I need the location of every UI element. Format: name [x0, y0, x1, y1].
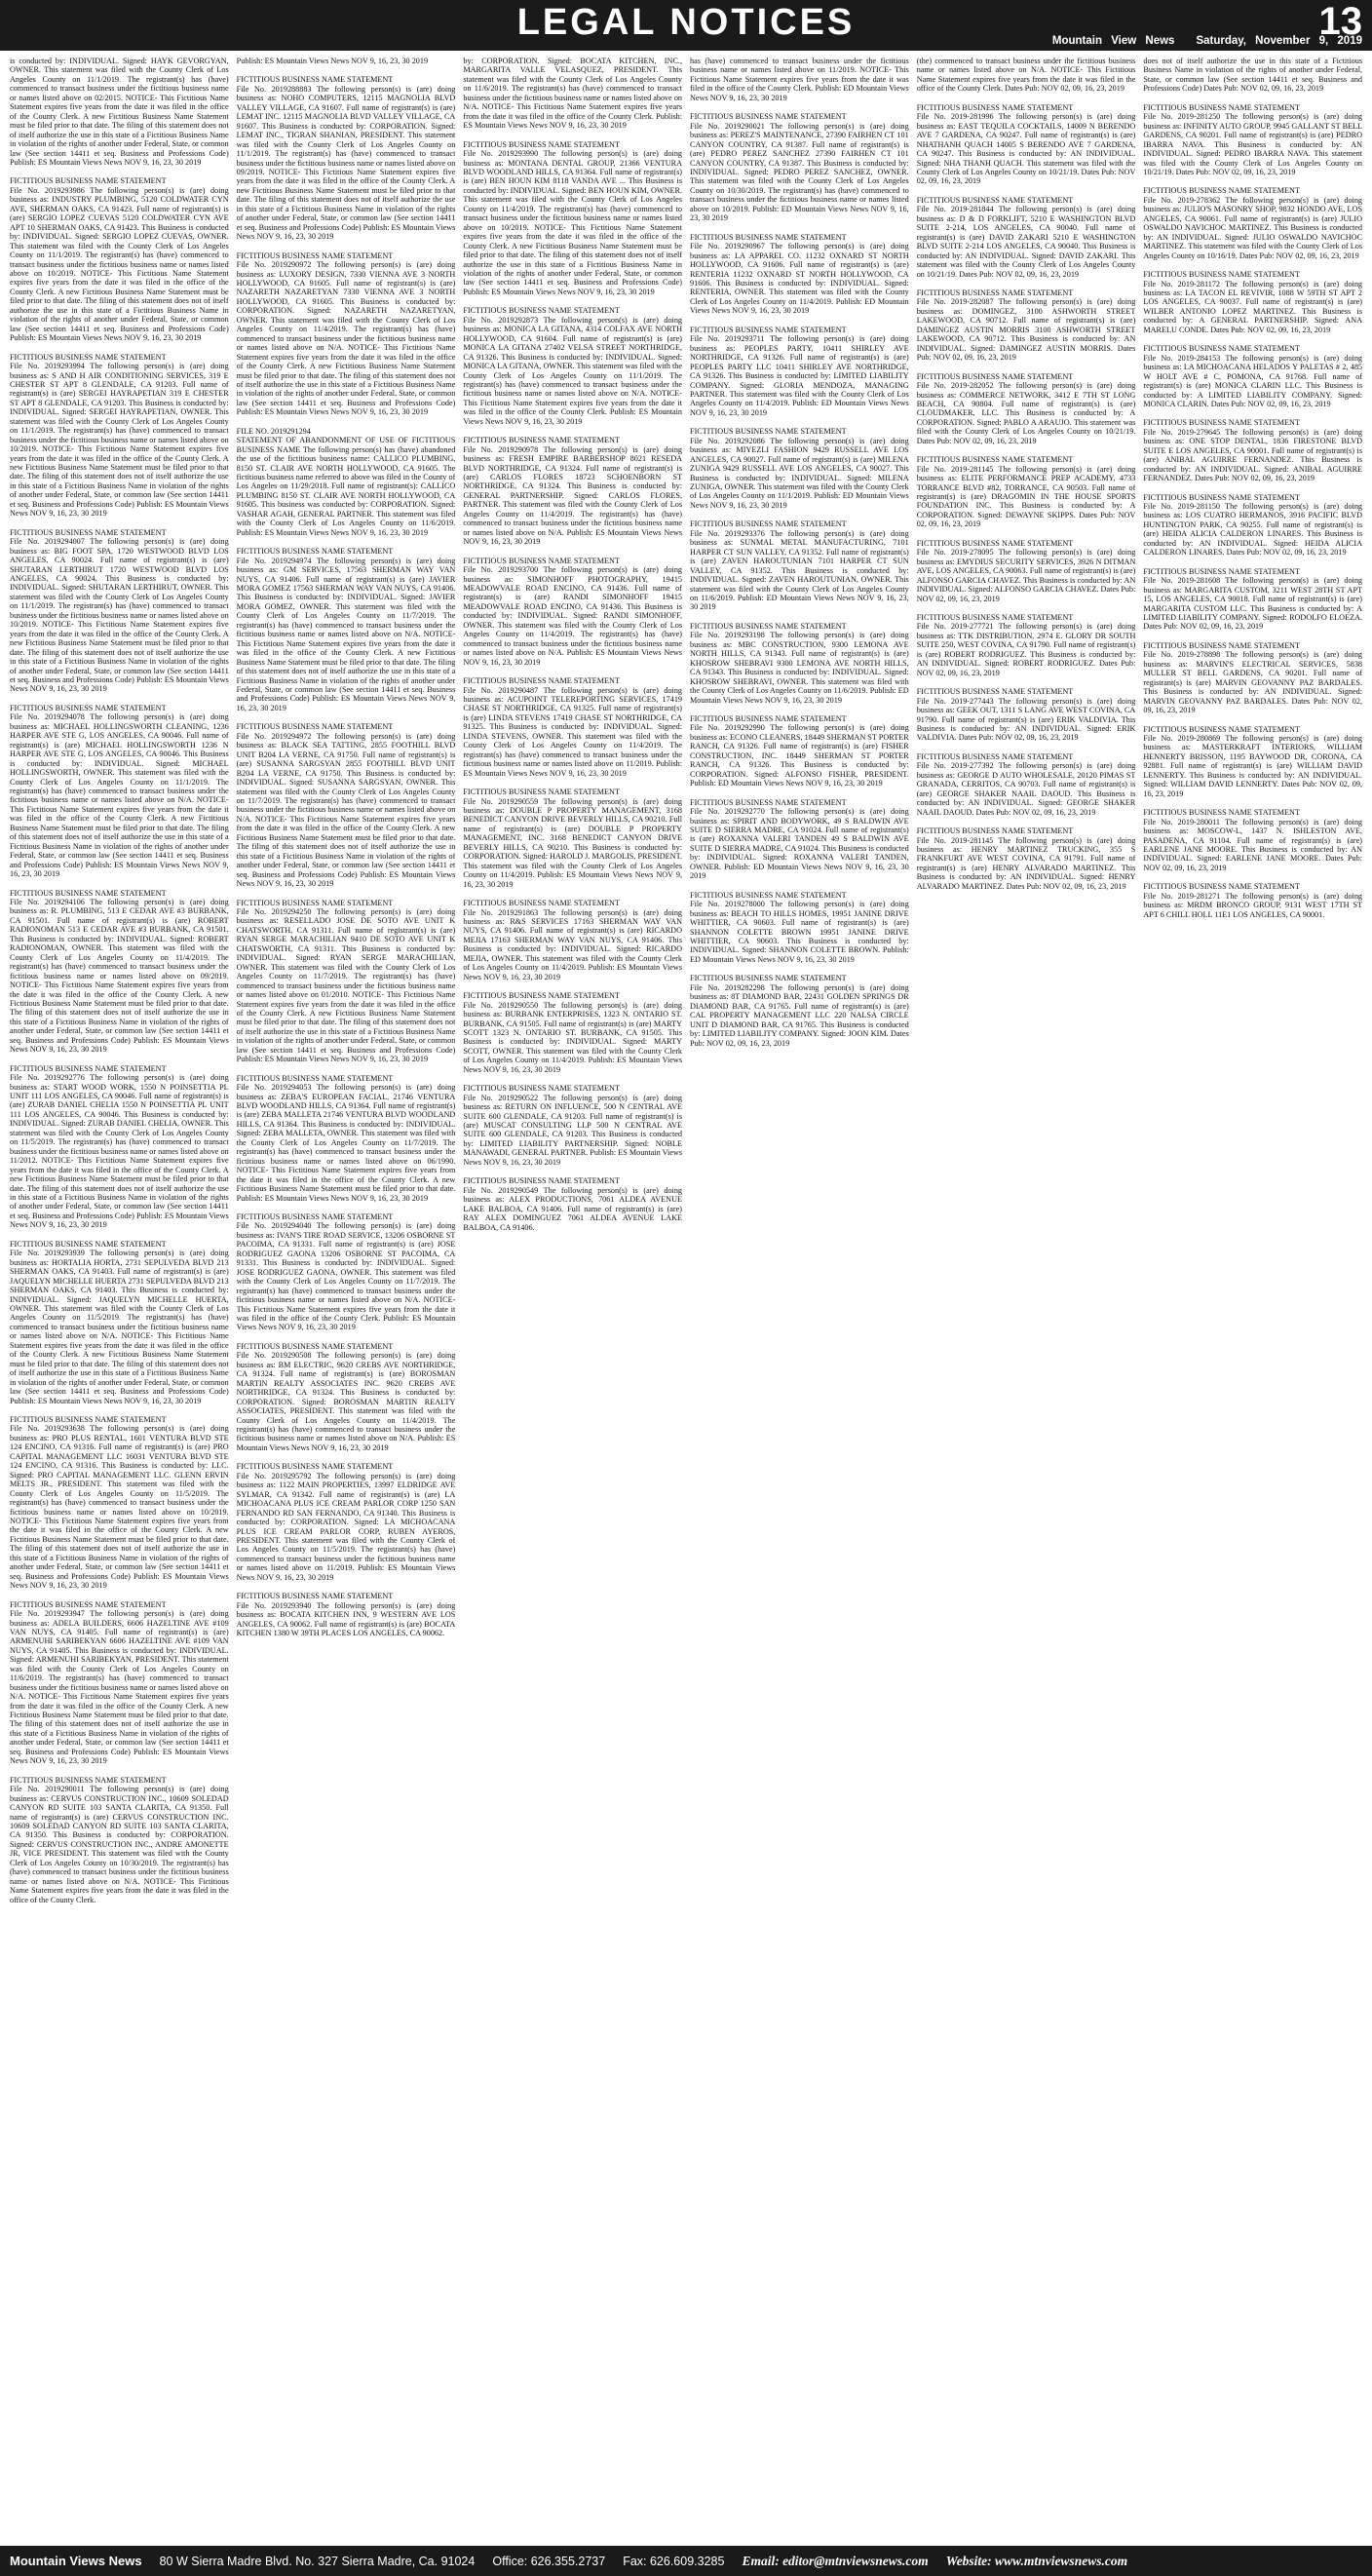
notice-body: File No. 2019295792 The following person(s) is (are) doing business as: 1122 MAIN PROPERTIES, 13997 ELDRIDGE AVE SYLMAR, CA 91342. Full name of registrant(s) is (are) LA MICHOACANA PLUS ICE CREAM PARLOR CORP 1250 SAN FERNANDO RD SAN FERNANDO, CA 91340. This Business is conducted by: CORPORATION. Signed: LA MICHOACANA PLUS ICE CREAM PARLOR CORP, RUBEN AYEROS, PRESIDENT. This statement was filed with the County Clerk of Los Angeles County on 11/5/2019. The registrant(s) has (have) commenced to transact business under the fictitious business name or names listed above on 11/2019. Publish: ES Mountain Views News NOV 9, 16, 23, 30 2019: [236, 1471, 456, 1582]
legal-notice: [237, 899, 456, 1064]
notice-heading: FICTITIOUS BUSINESS NAME STATEMENT: [10, 1599, 167, 1609]
notice-heading: FICTITIOUS BUSINESS NAME STATEMENT: [10, 1414, 167, 1424]
notice-heading: FICTITIOUS BUSINESS NAME STATEMENT: [916, 102, 1074, 112]
notice-heading: FICTITIOUS BUSINESS NAME STATEMENT: [236, 1592, 394, 1601]
notice-body: has (have) commenced to transact business under the fictitious business name or names listed above on 11/2019. NOTICE- This Fictitious Name Statement expires five years from the date it was filed in the office of the County Clerk. Publish: ED Mountain Views News NOV 9, 16, 23, 30 2019: [690, 57, 909, 102]
legal-notice: [463, 140, 682, 297]
legal-notice: [1143, 641, 1362, 715]
legal-notice: [1143, 270, 1362, 334]
notice-body: File No. 2019294040 The following person(s) is (are) doing business as: IVAN'S TIRE ROAD SERVICE, 13206 OSBORNE ST PACOIMA, CA 91331. Full name of registrant(s) is (are) JOSE RODRIGUEZ GAONA 13206 OSBORNE ST PACOIMA, CA 91331. This Business is conducted by: INDIVIDUAL. Signed: JOSE RODRIGUEZ GAONA, OWNER. This statement was filed with the County Clerk of Los Angeles County on 11/7/2019. The registrant(s) has (have) commenced to transact business under the fictitious business name or names listed above on N/A. NOTICE- This Fictitious Name Statement expires five years from the date it was filed in the office of the County Clerk. Publish: ES Mountain Views News NOV 9, 16, 23, 30 2019: [236, 1221, 456, 1332]
legal-notice: [237, 427, 456, 537]
notice-body: Publish: ES Mountain Views News NOV 9, 16, 23, 30 2019: [236, 57, 429, 65]
notice-heading: FICTITIOUS BUSINESS NAME STATEMENT: [1143, 186, 1300, 196]
legal-notice: [463, 306, 682, 426]
legal-notice: [463, 436, 682, 546]
notice-heading: FICTITIOUS BUSINESS NAME STATEMENT: [463, 556, 620, 565]
notice-body: File No. 2019293986 The following person(s) is (are) doing business as: INDUSTRY PLUMBING, 5120 COLDWATER CYN AVE, SHERMAN OAKS, CA 91423. Full name of registrant(s) is (are) SERGIO LOPEZ CUEVAS 5120 COLDWATER CYN AVE APT 10 SHERMAN OAKS, CA 91423. This Business is conducted by: INDIVIDUAL. Signed: SERGIO LOPEZ CUEVAS, OWNER. This statement was filed with the County Clerk of Los Angeles County on 11/1/2019. The registrant(s) has (have) commenced to transact business under the fictitious business name or names listed above on 10/2019. NOTICE- This Fictitious Name Statement expires five years from the date it was filed in the office of the County Clerk. A new Fictitious Business Name Statement must be filed prior to that date. The filing of this statement does not of itself authorize the use in this state of a Fictitious Business Name in violation of the rights of another under Federal, State, or common law (See section 14411 et seq. Business and Professions Code) Publish: ES Mountain Views News NOV 9, 16, 23, 30 2019: [10, 185, 229, 343]
legal-notice: [690, 57, 909, 102]
notice-body: File No. 2019-281172 The following person(s) is (are) doing business as: LA TACON EL REVIVIR, 1088 W 59TH ST APT 2 LOS ANGELES, CA 90037. Full name of registrant(s) is (are) WILBER ANTONIO LOPEZ MARTINEZ. This Business is conducted by: A GENERAL PARTNERSHIP. Signed: ANA MARELU CONDE. Dates Pub: NOV 02, 09, 16, 23, 2019: [1143, 279, 1362, 334]
notice-body: File No. 2019290559 The following person(s) is (are) doing business as: DOUBLE P PROPERTY MANAGEMENT, 3168 BENEDICT CANYON DRIVE BEVERLY HILLS, CA 90210. Full name of registrant(s) is (are) DOUBLE P PROPERTY MANAGEMENT, INC. 3168 BENEDICT CANYON DRIVE BEVERLY HILLS, CA 90210. This Business is conducted by: CORPORATION. Signed: HAROLD J. MARGOLIS, PRESIDENT. This statement was filed with the County Clerk of Los Angeles County on 11/4/2019. Publish: ES Mountain Views News NOV 9, 16, 23, 30 2019: [463, 796, 683, 889]
legal-notice: [690, 519, 909, 612]
notice-body: File No. 2019278000 The following person(s) is (are) doing business as: BEACH TO HILLS HOMES, 19951 JANINE DRIVE WHITTIER, CA 90603. Full name of registrant(s) is (are) SHANNON COLETTE BROWN 19951 JANINE DRIVE WHITTIER, CA 90603. This Business is conducted by: INDIVIDUAL. Signed: SHANNON COLETTE BROWN. Publish: ED Mountain Views News NOV 9, 16, 23, 30 2019: [690, 900, 909, 964]
notice-body: File No. 2019290550 The following person(s) is (are) doing business as: BURBANK ENTERPRISES, 1323 N. ONTARIO ST. BURBANK, CA 91505. Full name of registrant(s) is (are) MARTY SCOTT 1323 N. ONTARIO ST. BURBANK, CA 91505. This Business is conducted by: INDIVIDUAL. Signed: MARTY SCOTT, OWNER. This statement was filed with the County Clerk of Los Angeles County on 11/4/2019. Publish: ES Mountain Views News NOV 9, 16, 23, 30 2019: [463, 1000, 683, 1074]
legal-notice: [10, 889, 229, 1055]
masthead-date: Saturday, November 9, 2019: [1196, 35, 1362, 47]
legal-notice: [10, 1600, 229, 1766]
legal-notice: [237, 1212, 456, 1332]
notice-column-3: [463, 57, 682, 2540]
notice-heading: FICTITIOUS BUSINESS NAME STATEMENT: [690, 797, 847, 807]
notice-body: File No. 2019-282087 The following person(s) is (are) doing business as: DOMINGEZ, 3100 ASHWORTH STREET LAKEWOOD, CA 90712. Full name of registrant(s) is (are) DAMINGEZ AUSTIN MORRIS 3100 ASHWORTH STREET LAKEWOOD, CA 90712. This Business is conducted by: AN INDIVIDUAL. Signed: DAMINGEZ AUSTIN MORRIS. Dates Pub: NOV 02, 09, 16, 23, 2019: [916, 297, 1136, 363]
notice-body: File No. 2019294974 The following person(s) is (are) doing business as: GM SERVICES, 17563 SHERMAN WAY VAN NUYS, CA 91406. Full name of registrant(s) is (are) JAVIER MORA GOMEZ 17563 SHERMAN WAY VAN NUYS, CA 91406. This Business is conducted by: INDIVIDUAL. Signed: JAVIER MORA GOMEZ, OWNER. This statement was filed with the County Clerk of Los Angeles County on 11/7/2019. The registrant(s) has (have) commenced to transact business under the fictitious business name or names listed above on N/A. NOTICE- This Fictitious Name Statement expires five years from the date it was filed in the office of the County Clerk. A new Fictitious Business Name Statement must be filed prior to that date. The filing of this statement does not of itself authorize the use in this state of a Fictitious Business Name in violation of the rights of another under Federal, State, or common law (See section 14411 et seq. Business and Professions Code) Publish: ES Mountain Views News NOV 9, 16, 23, 30 2019: [236, 556, 456, 712]
notice-heading: FICTITIOUS BUSINESS NAME STATEMENT: [463, 1176, 620, 1186]
notice-body: File No. 2019290549 The following person(s) is (are) doing business as: ALEX PRODUCTIONS, 7061 ALDEA AVENUE LAKE BALBOA, CA 91406. Full name of registrant(s) is (are) RAY ALEX DOMINGUEZ 7061 ALDEA AVENUE LAKE BALBOA, CA 91406.: [463, 1185, 683, 1232]
notice-heading: FICTITIOUS BUSINESS NAME STATEMENT: [690, 714, 847, 723]
notice-heading: FICTITIOUS BUSINESS NAME STATEMENT: [690, 112, 847, 122]
legal-notice: [1143, 808, 1362, 872]
notice-heading: FICTITIOUS BUSINESS NAME STATEMENT: [690, 890, 847, 900]
notice-heading: FICTITIOUS BUSINESS NAME STATEMENT: [916, 371, 1074, 381]
notice-heading: FICTITIOUS BUSINESS NAME STATEMENT: [236, 1073, 394, 1083]
legal-notice: [1143, 57, 1362, 94]
notice-body: File No. 2019-281271 The following person(s) is (are) doing business as: MRDM BRONCO GROUP, 9131 WEST 17TH ST APT 6 CHILL HOLL 11E1 LOS ANGELES, CA 90001.: [1143, 891, 1362, 919]
legal-notice: [1143, 103, 1362, 177]
notice-columns: [10, 57, 1362, 2540]
legal-notice: [690, 974, 909, 1048]
notice-body: does not of itself authorize the use in this state of a Fictitious Business Name in violation of the rights of another under Federal, State, or common law (See section 14411 et seq. Business and Professions Code) Dates Pub: NOV 02, 09, 16, 23, 2019: [1143, 57, 1362, 94]
notice-body: File No. 2019-281844 The following person(s) is (are) doing business as: D & D FORKLIFT, 5210 E WASHINGTON BLVD SUITE 2-214, LOS ANGELES, CA 90040. Full name of registrant(s) is (are) DAVID ZAKARI 5210 E WASHINGTON BLVD SUITE 2-214 LOS ANGELES, CA 90040. This Business is conducted by: AN INDIVIDUAL. Signed: DAVID ZAKARI. This statement was filed with the County Clerk of Los Angeles County on 10/21/19. Dates Pub: NOV 02, 09, 16, 23, 2019: [916, 205, 1136, 279]
notice-body: File No. 2019294972 The following person(s) is (are) doing business as: BLACK SEA TATTING, 2855 FOOTHILL BLVD UNIT B204 LA VERNE, CA 91750. Full name of registrant(s) is (are) SUSANNA SARGSYAN 2855 FOOTHILL BLVD UNIT B204 LA VERNE, CA 91750. This Business is conducted by: INDIVIDUAL. Signed: SUSANNA SARGSYAN, OWNER. This statement was filed with the County Clerk of Los Angeles County on 11/7/2019. The registrant(s) has (have) commenced to transact business under the fictitious business name or names listed above on N/A. NOTICE- This Fictitious Name Statement expires five years from the date it was filed in the office of the County Clerk. A new Fictitious Business Name Statement must be filed prior to that date. The filing of this statement does not of itself authorize the use in this state of a Fictitious Business Name in violation of the rights of another under Federal, State, or common law (See section 14411 et seq. Business and Professions Code) Publish: ES Mountain Views News NOV 9, 16, 23, 30 2019: [236, 731, 456, 889]
notice-body: File No. 2019-281996 The following person(s) is (are) doing business as: EAST TEQUILA COCKTAILS, 14009 N BERENDO AVE 7 GARDENA, CA 90247. Full name of registrant(s) is (are) NHATHANH QUACH 14005 S BERENDO AVE 7 GARDENA, CA 90247. This Business is conducted by: AN INDIVIDUAL. Signed: NHA THANH QUACH. This statement was filed with the County Clerk of Los Angeles County on 10/21/19. Dates Pub: NOV 02, 09, 16, 23, 2019: [916, 112, 1136, 186]
notice-body: File No. 2019282298 The following person(s) is (are) doing business as: 8T DIAMOND BAR, 22431 GOLDEN SPRINGS DR DIAMOND BAR, CA 91765. Full name of registrant(s) is (are) CAL PROPERTY MANAGEMENT LLC 220 NALSA CIRCLE UNIT D DIAMOND BAR, CA 91765. This Business is conducted by: LIMITED LIABILITY COMPANY. Signed: JOON KIM. Dates Pub: NOV 02, 09, 16, 23, 2019: [690, 982, 909, 1048]
legal-notice: [917, 827, 1136, 891]
notice-heading: FICTITIOUS BUSINESS NAME STATEMENT: [916, 827, 1074, 836]
notice-heading: FICTITIOUS BUSINESS NAME STATEMENT: [10, 176, 167, 186]
legal-notice: [917, 455, 1136, 529]
legal-notice: [917, 613, 1136, 677]
notice-body: File No. 2019290972 The following person(s) is (are) doing business as: LUXORY DESIGN, 7330 VIENNA AVE 3 NORTH HOLLYWOOD, CA 91605. Full name of registrant(s) is (are) NAZARETH NAZARETYAN 7330 VIENNA AVE 3 NORTH HOLLYWOOD, CA 91605. This Business is conducted by: CORPORATION. Signed: NAZARETH NAZARETYAN, OWNER. This statement was filed with the County Clerk of Los Angeles County on 11/4/2019. The registrant(s) has (have) commenced to transact business under the fictitious business name or names listed above on N/A. NOTICE- This Fictitious Name Statement expires five years from the date it was filed in the office of the County Clerk. A new Fictitious Business Name Statement must be filed prior to that date. The filing of this statement does not of itself authorize the use in this state of a Fictitious Business Name in violation of the rights of another under Federal, State, or common law (See section 14411 et seq. Business and Professions Code) Publish: ES Mountain Views News NOV 9, 16, 23, 30 2019: [236, 260, 456, 417]
legal-notice: [1143, 344, 1362, 408]
legal-notice: [10, 528, 229, 694]
legal-notice: [463, 991, 682, 1074]
legal-notice: [10, 704, 229, 879]
notice-body: File No. 2019292873 The following person(s) is (are) doing business as: MONICA LA GITANA, 4314 COLFAX AVE NORTH HOLLYWOOD, CA 91604. Full name of registrant(s) is (are) MONICA LA GITANA 27402 VELSA STREET NORTHRIDGE, CA 91326. This Business is conducted by: INDIVIDUAL. Signed: MONICA LA GITANA, OWNER. This statement was filed with the County Clerk of Los Angeles County on 11/1/2019. The registrant(s) has (have) commenced to transact business under the fictitious business name or names listed above on N/A. NOTICE- This Fictitious Name Statement expires five years from the date it was filed in the office of the County Clerk. Publish: ES Mountain Views News NOV 9, 16, 23, 30 2019: [463, 315, 683, 426]
notice-body: File No. 2019291863 The following person(s) is (are) doing business as: R&S SERVICES 17163 SHERMAN WAY VAN NUYS, CA 91406. Full name of registrant(s) is (are) RICARDO MEJIA 17163 SHERMAN WAY VAN NUYS, CA 91406. This Business is conducted by: INDIVIDUAL. Signed: RICARDO MEJIA, OWNER. This statement was filed with the County Clerk of Los Angeles County on 11/4/2019. Publish: ES Mountain Views News NOV 9, 16, 23, 30 2019: [463, 907, 683, 981]
footer-address: 80 W Sierra Madre Blvd. No. 327 Sierra Madre, Ca. 91024: [159, 2554, 476, 2568]
notice-heading: FICTITIOUS BUSINESS NAME STATEMENT: [463, 788, 620, 797]
notice-heading: FICTITIOUS BUSINESS NAME STATEMENT: [690, 427, 847, 437]
legal-notice: [237, 1074, 456, 1203]
notice-heading: FICTITIOUS BUSINESS NAME STATEMENT: [463, 1084, 620, 1094]
notice-heading: FICTITIOUS BUSINESS NAME STATEMENT: [236, 547, 394, 557]
footer-paper-name: Mountain Views News: [10, 2554, 142, 2568]
notice-body: File No. 2019292770 The following person(s) is (are) doing business as: SPIRIT AND BODYWORK, 49 S BALDWIN AVE SUITE D SIERRA MADRE, CA 91024. Full name of registrant(s) is (are) ROXANNA VALERI TANDEN 49 S BALDWIN AVE SUITE D SIERRA MADRE, CA 91024. This Business is conducted by: INDIVIDUAL. Signed: ROXANNA VALERI TANDEN, OWNER. Publish: ED Mountain Views News NOV 9, 16, 23, 30 2019: [690, 807, 909, 881]
legal-notice: [917, 687, 1136, 743]
legal-notice: [463, 899, 682, 981]
notice-body: File No. 2019292990 The following person(s) is (are) doing business as: ECONO CLEANERS, 18449 SHERMAN ST PORTER RANCH, CA 91326. Full name of registrant(s) is (are) FISHER CONSTRUCTION, INC. 18449 SHERMAN ST PORTER RANCH, CA 91326. This Business is conducted by: CORPORATION. Signed: ALFONSO FISHER, PRESIDENT. Publish: ED Mountain Views News NOV 9, 16, 23, 30 2019: [690, 723, 909, 788]
notice-heading: FICTITIOUS BUSINESS NAME STATEMENT: [1143, 566, 1300, 576]
notice-body: File No. 2019294078 The following person(s) is (are) doing business as: MICHAEL HOLLINGSWORTH CLEANING, 1236 HARPER AVE STE G, LOS ANGELES, CA 90046. Full name of registrant(s) is (are) MICHAEL HOLLINGSWORTH 1236 N HARPER AVE STE G, LOS ANGELES, CA 90046. This Business is conducted by: INDIVIDUAL. Signed: MICHAEL HOLLINGSWORTH, OWNER. This statement was filed with the County Clerk of Los Angeles County on 11/1/2019. The registrant(s) has (have) commenced to transact business under the fictitious business name or names listed above on N/A. NOTICE- This Fictitious Name Statement expires five years from the date it was filed in the office of the County Clerk. A new Fictitious Business Name Statement must be filed prior to that date. The filing of this statement does not of itself authorize the use in this state of a Fictitious Business Name in violation of the rights of another under Federal, State, or common law (See section 14411 et seq. Business and Professions Code) Publish: ES Mountain Views News NOV 9, 16, 23, 30 2019: [10, 712, 229, 879]
notice-body: File No. 2019294250 The following person(s) is (are) doing business as: RESELLADO JOSE DE SOTO AVE UNIT K CHATSWORTH, CA 91311. Full name of registrant(s) is (are) RYAN SERGE MARACHILIAN 9410 DE SOTO AVE UNIT K CHATSWORTH, CA 91311. This Business is conducted by: INDIVIDUAL. Signed: RYAN SERGE MARACHILIAN, OWNER. This statement was filed with the County Clerk of Los Angeles County on 11/7/2019. The registrant(s) has (have) commenced to transact business under the fictitious business name or names listed above on 01/2010. NOTICE- This Fictitious Name Statement expires five years from the date it was filed in the office of the County Clerk. A new Fictitious Business Name Statement must be filed prior to that date. The filing of this statement does not of itself authorize the use in this state of a Fictitious Business Name in violation of the rights of another under Federal, State, or common law (See section 14411 et seq. Business and Professions Code) Publish: ES Mountain Views News NOV 9, 16, 23, 30 2019: [236, 906, 456, 1064]
legal-notice: [1143, 418, 1362, 482]
notice-heading: FICTITIOUS BUSINESS NAME STATEMENT: [10, 1063, 167, 1073]
notice-body: File No. 2019-278095 The following person(s) is (are) doing business as: EMYDIUS SECURITY SERVICES, 3926 N DITMAN AVE, LOS ANGELES, CA 90063. Full name of registrant(s) is (are) ALFONSO GARCIA CHAVEZ. This Business is conducted by: AN INDIVIDUAL. Signed: ALFONSO GARCIA CHAVEZ. Dates Pub: NOV 02, 09, 16, 23, 2019: [916, 548, 1136, 603]
legal-notice: [690, 798, 909, 881]
footer-office-phone: Office: 626.355.2737: [492, 2554, 606, 2568]
notice-heading: FICTITIOUS BUSINESS NAME STATEMENT: [236, 1462, 394, 1472]
notice-heading: FICTITIOUS BUSINESS NAME STATEMENT: [463, 139, 620, 149]
legal-notice: [237, 1592, 456, 1637]
notice-body: File No. 2019290508 The following person(s) is (are) doing business as: BM ELECTRIC, 9620 CREBS AVE NORTHRIDGE, CA 91324. Full name of registrant(s) is (are) BOROSMAN MARTIN REALTY ASSOCIATES INC. 9620 CREBS AVE NORTHRIDGE, CA 91324. This Business is conducted by: CORPORATION. Signed: BOROSMAN MARTIN REALTY ASSOCIATES, PRESIDENT. This statement was filed with the County Clerk of Los Angeles County on 11/4/2019. The registrant(s) has (have) commenced to transact business under the fictitious business name or names listed above on N/A. Publish: ES Mountain Views News NOV 9, 16, 23, 30 2019: [236, 1351, 456, 1452]
notice-heading: FICTITIOUS BUSINESS NAME STATEMENT: [236, 1341, 394, 1351]
notice-body: File No. 2019-281250 The following person(s) is (are) doing business as: INFINITY AUTO GROUP, 9945 GALLANT ST BELL GARDENS, CA 90201. Full name of registrant(s) is (are) PEDRO IBARRA NAVA. This Business is conducted by: AN INDIVIDUAL. Signed: PEDRO IBARRA NAVA. This statement was filed with the County Clerk of Los Angeles County on 10/21/19. Dates Pub: NOV 02, 09, 16, 23, 2019: [1143, 112, 1362, 176]
notice-body: File No. 2019-281145 The following person(s) is (are) doing business as: HENRY MARTINEZ TRUCKING, 355 S FRANKFURT AVE WEST COVINA, CA 91791. Full name of registrant(s) is (are) HENRY ALVARADO MARTINEZ. This Business is conducted by: AN INDIVIDUAL. Signed: HENRY ALVARADO MARTINEZ. Dates Pub: NOV 02, 09, 16, 23, 2019: [916, 835, 1136, 891]
notice-body: File No. 2019292776 The following person(s) is (are) doing business as: START WOOD WORK, 1550 N POINSETTIA PL UNIT 111 LOS ANGELES, CA 90046. Full name of registrant(s) is (are) ZURAB DANIEL CHELIA 1550 N POINSETTIA PL UNIT 111 LOS ANGELES, CA 90046. This Business is conducted by: INDIVIDUAL. Signed: ZURAB DANIEL CHELIA, OWNER. This statement was filed with the County Clerk of Los Angeles County on 11/5/2019. The registrant(s) has (have) commenced to transact business under the fictitious business name or names listed above on 11/2012. NOTICE- This Fictitious Name Statement expires five years from the date it was filed in the office of the County Clerk. A new Fictitious Business Name Statement must be filed prior to that date. The filing of this statement does not of itself authorize the use in this state of a Fictitious Business Name in violation of the rights of another under Federal, State, or common law (See section 14411 et seq. Business and Professions Code) Publish: ES Mountain Views News NOV 9, 16, 23, 30 2019: [10, 1073, 229, 1230]
notice-heading: FICTITIOUS BUSINESS NAME STATEMENT: [916, 455, 1074, 465]
legal-notice: [690, 891, 909, 965]
legal-notice: [10, 1415, 229, 1591]
footer-email: Email: editor@mtnviewsnews.com: [742, 2553, 929, 2568]
notice-body: File No. 2019-277392 The following person(s) is (are) doing business as: GEORGE D AUTO WHOLESALE, 20120 PIMAS ST GRANADA, CERRITOS, CA 90703. Full name of registrant(s) is (are) GEORGE SHAKER NAAIL DAOUD. This Business is conducted by: AN INDIVIDUAL. Signed: GEORGE SHAKER NAAIL DAOUD. Dates Pub: NOV 02, 09, 16, 23, 2019: [916, 761, 1136, 817]
notice-column-2: [237, 57, 456, 2540]
legal-notice: [237, 1342, 456, 1452]
notice-body: File No. 2019-280869 The following person(s) is (are) doing business as: MASTERKRAFT INTERIORS, WILLIAM HENNERTY BRISSON, 1195 BAYWOOD DR, CORONA, CA 92881. Full name of registrant(s) is (are) WILLIAM DAVID LENNERTY. This Business is conducted by: AN INDIVIDUAL. Signed: WILLIAM DAVID LENNERTY. Dates Pub: NOV 02, 09, 16, 23, 2019: [1143, 734, 1362, 798]
legal-notice: [237, 57, 456, 65]
notice-heading: FICTITIOUS BUSINESS NAME STATEMENT: [1143, 640, 1300, 650]
notice-body: File No. 2019293994 The following person(s) is (are) doing business as: S AND H AIR CONDITIONING SERVICES, 319 E CHESTER ST APT 8 GLENDALE, CA 91203. Full name of registrant(s) is (are) SERGEI HAYRAPETIAN 319 E CHESTER ST APT 8 GLENDALE, CA 91203. This Business is conducted by: INDIVIDUAL. Signed: SERGEI HAYRAPETIAN, OWNER. This statement was filed with the County Clerk of Los Angeles County on 11/1/2019. The registrant(s) has (have) commenced to transact business under the fictitious business name or names listed above on 10/2019. NOTICE- This Fictitious Name Statement expires five years from the date it was filed in the office of the County Clerk. A new Fictitious Business Name Statement must be filed prior to that date. The filing of this statement does not of itself authorize the use in this state of a Fictitious Business Name in violation of the rights of another under Federal, State, or common law (See section 14411 et seq. Business and Professions Code) Publish: ES Mountain Views News NOV 9, 16, 23, 30 2019: [10, 362, 229, 519]
notice-column-1: [10, 57, 229, 2540]
notice-body: STATEMENT OF ABANDONMENT OF USE OF FICTITIOUS BUSINESS NAME The following person(s) has (have) abandoned the use of the fictitious business name: CALLICO PLUMBING, 8150 ST. CLAIR AVE NORTH HOLLYWOOD, CA 91605. The fictitious business name referred to above was filed in the County of Los Angeles on 11/29/2018. Full name of registrant(s): CALLICO PLUMBING 8150 ST. CLAIR AVE NORTH HOLLYWOOD, CA 91605. This business was conducted by: CORPORATION. Signed: VASHAR AGAH, GENERAL PARTNER. This statement was filed with the County Clerk of Los Angeles County on 11/6/2019. Publish: ES Mountain Views News NOV 9, 16, 23, 30 2019: [236, 436, 456, 537]
notice-heading: FICTITIOUS BUSINESS NAME STATEMENT: [463, 676, 620, 686]
notice-heading: FICTITIOUS BUSINESS NAME STATEMENT: [236, 75, 394, 85]
notice-heading: FICTITIOUS BUSINESS NAME STATEMENT: [690, 325, 847, 334]
legal-notice: [690, 714, 909, 788]
legal-notice: [1143, 725, 1362, 799]
notice-heading: FICTITIOUS BUSINESS NAME STATEMENT: [1143, 808, 1300, 818]
notice-body: File No. 2019-281150 The following person(s) is (are) doing business as: LOS CUATRO HERMANOS, 3916 PACIFIC BLVD HUNTINGTON PARK, CA 90255. Full name of registrant(s) is (are) HEIDA ALICIA CALDERON LINARES. This Business is conducted by: AN INDIVIDUAL. Signed: HEIDA ALICIA CALDERON LINARES. Dates Pub: NOV 02, 09, 16, 23, 2019: [1143, 502, 1362, 557]
notice-body: File No. 2019294106 The following person(s) is (are) doing business as: R. PLUMBING, 513 E CEDAR AVE #3 BURBANK, CA 91501. Full name of registrant(s) is (are) ROBERT RADIONOMAN 513 E CEDAR AVE #3 BURBANK, CA 91501. This Business is conducted by: INDIVIDUAL. Signed: ROBERT RADIONOMAN, OWNER. This statement was filed with the County Clerk of Los Angeles County on 11/4/2019. The registrant(s) has (have) commenced to transact business under the fictitious business name or names listed above on 09/2019. NOTICE- This Fictitious Name Statement expires five years from the date it was filed in the office of the County Clerk. A new Fictitious Business Name Statement must be filed prior to that date. The filing of this statement does not of itself authorize the use in this state of a Fictitious Business Name in violation of the rights of another under Federal, State, or common law (See section 14411 et seq. Business and Professions Code) Publish: ES Mountain Views News NOV 9, 16, 23, 30 2019: [10, 897, 229, 1055]
notice-body: File No. 2019294007 The following person(s) is (are) doing business as: BIG FOOT SPA, 1720 WESTWOOD BLVD LOS ANGELES, CA 90024. Full name of registrant(s) is (are) SHUTARAN LERTHIRUT 1720 WESTWOOD BLVD LOS ANGELES, CA 90024. This Business is conducted by: INDIVIDUAL. Signed: SHUTARAN LERTHIRUT, OWNER. This statement was filed with the County Clerk of Los Angeles County on 11/1/2019. The registrant(s) has (have) commenced to transact business under the fictitious business name or names listed above on 10/2019. NOTICE- This Fictitious Name Statement expires five years from the date it was filed in the office of the County Clerk. A new Fictitious Business Name Statement must be filed prior to that date. The filing of this statement does not of itself authorize the use in this state of a Fictitious Business Name in violation of the rights of another under Federal, State, or common law (See section 14411 et seq. Business and Professions Code) Publish: ES Mountain Views News NOV 9, 16, 23, 30 2019: [10, 537, 229, 694]
legal-notice: [690, 622, 909, 705]
notice-heading: FICTITIOUS BUSINESS NAME STATEMENT: [1143, 102, 1300, 112]
footer-fax: Fax: 626.609.3285: [623, 2554, 725, 2568]
notice-heading: FICTITIOUS BUSINESS NAME STATEMENT: [690, 974, 847, 983]
legal-notice: [10, 176, 229, 342]
notice-heading: FICTITIOUS BUSINESS NAME STATEMENT: [690, 519, 847, 529]
notice-body: File No. 2019293711 The following person(s) is (are) doing business as: PEOPLES PARTY, 10411 SHIRLEY AVE NORTHRIDGE, CA 91326. Full name of registrant(s) is (are) PEOPLES PARTY LLC 10411 SHIRLEY AVE NORTHRIDGE, CA 91326. This Business is conducted by: LIMITED LIABILITY COMPANY. Signed: GLORIA MENDOZA, MANAGING PARTNER. This statement was filed with the County Clerk of Los Angeles County on 11/4/2019. Publish: ED Mountain Views News NOV 9, 16, 23, 30 2019: [690, 334, 909, 417]
notice-heading: FICTITIOUS BUSINESS NAME STATEMENT: [463, 306, 620, 316]
notice-heading: FICTITIOUS BUSINESS NAME STATEMENT: [463, 991, 620, 1001]
legal-notice: [690, 233, 909, 316]
notice-heading: FICTITIOUS BUSINESS NAME STATEMENT: [916, 288, 1074, 297]
legal-notice: [10, 1776, 229, 1904]
footer-website: Website: www.mtnviewsnews.com: [945, 2553, 1128, 2568]
notice-body: File No. 2019293700 The following person(s) is (are) doing business as: SIMONHOFF PHOTOGRAPHY, 19415 MEADOWVALE ROAD ENCINO, CA 91436. Full name of registrant(s) is (are) RANDI SIMONHOFF 19415 MEADOWVALE ROAD ENCINO, CA 91436. This Business is conducted by: INDIVIDUAL. Signed: RANDI SIMONHOFF, OWNER. This statement was filed with the County Clerk of Los Angeles County on 11/4/2019. The registrant(s) has (have) commenced to transact business under the fictitious business name or names listed above on N/A. Publish: ES Mountain Views News NOV 9, 16, 23, 30 2019: [463, 565, 683, 667]
notice-body: File No. 2019-281145 The following person(s) is (are) doing business as: ELITE PERFORMANCE PREP ACADEMY, 4733 TORRANCE BLVD #82, TORRANCE, CA 90503. Full name of registrant(s) is (are) DRAGOMIN IN THE HOUSE SPORTS FOUNDATION INC. This Business is conducted by: A CORPORATION. Signed: DEWAYNE SKIPPS. Dates Pub: NOV 02, 09, 16, 23, 2019: [916, 464, 1136, 529]
notice-body: by: CORPORATION. Signed: BOCATA KITCHEN, INC., MARGARITA VALLE VELASQUEZ, PRESIDENT. This statement was filed with the County Clerk of Los Angeles County on 11/6/2019. The registrant(s) has (have) commenced to transact business under the fictitious business name or names listed above on N/A. NOTICE- This Fictitious Name Statement expires five years from the date it was filed in the office of the County Clerk. Publish: ES Mountain Views News NOV 9, 16, 23, 30 2019: [463, 57, 683, 131]
legal-notice: [917, 539, 1136, 603]
notice-body: File No. 2019293947 The following person(s) is (are) doing business as: ADELA BUILDERS, 6606 HAZELTINE AVE #109 VAN NUYS, CA 91405. Full name of registrant(s) is (are) ARMENUHI SARIBEKYAN 6606 HAZELTINE AVE #109 VAN NUYS, CA 91405. This Business is conducted by: INDIVIDUAL. Signed: ARMENUHI SARIBEKYAN, PRESIDENT. This statement was filed with the County Clerk of Los Angeles County on 11/6/2019. The registrant(s) has (have) commenced to transact business under the fictitious business name or names listed above on N/A. NOTICE- This Fictitious Name Statement expires five years from the date it was filed in the office of the County Clerk. A new Fictitious Business Name Statement must be filed prior to that date. The filing of this statement does not of itself authorize the use in this state of a Fictitious Business Name in violation of the rights of another under Federal, State, or common law (See section 14411 et seq. Business and Professions Code) Publish: ES Mountain Views News NOV 9, 16, 23, 30 2019: [10, 1609, 229, 1766]
legal-notice: [237, 1462, 456, 1582]
notice-body: File No. 2019-277721 The following person(s) is (are) doing business as: TTK DISTRIBUTION, 2974 E. GLORY DR SOUTH SUITE 250, WEST COVINA, CA 91790. Full name of registrant(s) is (are) ROBERT RODRIGUEZ. This Business is conducted by: AN INDIVIDUAL. Signed: ROBERT RODRIGUEZ. Dates Pub: NOV 02, 09, 16, 23, 2019: [916, 622, 1136, 677]
legal-notice: [917, 752, 1136, 817]
notice-heading: FICTITIOUS BUSINESS NAME STATEMENT: [1143, 882, 1300, 892]
notice-heading: FICTITIOUS BUSINESS NAME STATEMENT: [1143, 492, 1300, 502]
notice-body: File No. 2019293940 The following person(s) is (are) doing business as: BOCATA KITCHEN INN, 9 WESTERN AVE LOS ANGELES, CA 90062. Full name of registrant(s) is (are) BOCATA KITCHEN 1380 W 39TH PLACES LOS ANGELES, CA 90062.: [236, 1600, 456, 1638]
notice-body: File No. 2019-280011 The following person(s) is (are) doing business as: MOSCOW-L, 1437 N. ISHLESTON AVE, PASADENA, CA 91104. Full name of registrant(s) is (are) EARLENE JANE MOORE. This Business is conducted by: AN INDIVIDUAL. Signed: EARLENE JANE MOORE. Dates Pub: NOV 02, 09, 16, 23, 2019: [1143, 817, 1362, 872]
notice-body: File No. 2019293198 The following person(s) is (are) doing business as: MBC CONSTRUCTION, 9300 LEMONA AVE NORTH HILLS, CA 91343. Full name of registrant(s) is (are) KHOSROW SHEBRAVI 9300 LEMONA AVE NORTH HILLS, CA 91343. This Business is conducted by: INDIVIDUAL. Signed: KHOSROW SHEBRAVI, OWNER. This statement was filed with the County Clerk of Los Angeles County on 11/6/2019. Publish: ED Mountain Views News NOV 9, 16, 23, 30 2019: [690, 631, 909, 705]
footer-bar: [0, 2546, 1372, 2576]
notice-body: (the) commenced to transact business under the fictitious business name or names listed above on N/A. NOTICE- This Fictitious Name Statement expires five years from the date it was filed in the office of the County Clerk. Dates Pub: NOV 02, 09, 16, 23, 2019: [916, 57, 1136, 94]
notice-heading: FICTITIOUS BUSINESS NAME STATEMENT: [916, 751, 1074, 761]
notice-body: File No. 2019-277443 The following person(s) is (are) doing business as: GEEK OUT, 1311 S LANG AVE WEST COVINA, CA 91790. Full name of registrant(s) is (are) ERIK VALDIVIA. This Business is conducted by: AN INDIVIDUAL. Signed: ERIK VALDIVIA. Dates Pub: NOV 02, 09, 16, 23, 2019: [916, 696, 1136, 743]
legal-notice: [690, 112, 909, 222]
legal-notice: [917, 288, 1136, 363]
notice-heading: FICTITIOUS BUSINESS NAME STATEMENT: [10, 888, 167, 898]
legal-notice: [1143, 882, 1362, 919]
legal-notice: [463, 557, 682, 667]
notice-body: File No. 2019293939 The following person(s) is (are) doing business as: HORTALIA HORTA, 2731 SEPULVEDA BLVD 213 SHERMAN OAKS, CA 91403. Full name of registrant(s) is (are) JAQUELYN MICHELLE HUERTA 2731 SEPULVEDA BLVD 213 SHERMAN OAKS, CA 91403. This Business is conducted by: INDIVIDUAL. Signed: JAQUELYN MICHELLE HUERTA, OWNER. This statement was filed with the County Clerk of Los Angeles County on 11/5/2019. The registrant(s) has (have) commenced to transact business under the fictitious business name or names listed above on N/A. NOTICE- This Fictitious Name Statement expires five years from the date it was filed in the office of the County Clerk. A new Fictitious Business Name Statement must be filed prior to that date. The filing of this statement does not of itself authorize the use in this state of a Fictitious Business Name in violation of the rights of another under Federal, State, or common law (See section 14411 et seq. Business and Professions Code) Publish: ES Mountain Views News NOV 9, 16, 23, 30 2019: [10, 1249, 229, 1405]
notice-heading: FICTITIOUS BUSINESS NAME STATEMENT: [1143, 344, 1300, 354]
legal-notice: [1143, 567, 1362, 632]
notice-heading: FICTITIOUS BUSINESS NAME STATEMENT: [10, 527, 167, 537]
notice-body: File No. 2019290522 The following person(s) is (are) doing business as: RETURN ON INFLUENCE, 500 N CENTRAL AVE SUITE 600 GLENDALE, CA 91203. Full name of registrant(s) is (are) MUSCAT CONSULTING LLP 500 N CENTRAL AVE SUITE 600 GLENDALE, CA 91203. This Business is conducted by: LIMITED LIABILITY PARTNERSHIP. Signed: NOBLE MANAWADI, GENERAL PARTNER. Publish: ES Mountain Views News NOV 9, 16, 23, 30 2019: [463, 1093, 683, 1167]
notice-heading: FICTITIOUS BUSINESS NAME STATEMENT: [916, 195, 1074, 205]
notice-heading: FICTITIOUS BUSINESS NAME STATEMENT: [1143, 724, 1300, 734]
masthead-paper-name: Mountain View News: [1051, 35, 1175, 47]
notice-body: File No. 2019290967 The following person(s) is (are) doing business as: LA APPAREL CO. 11232 OXNARD ST NORTH HOLLYWOOD, CA 91606. Full name of registrant(s) is (are) RENTERIA 11232 OXNARD ST NORTH HOLLYWOOD, CA 91606. This Business is conducted by: INDIVIDUAL. Signed: RENTERIA, OWNER. This statement was filed with the County Clerk of Los Angeles County on 11/4/2019. Publish: ED Mountain Views News NOV 9, 16, 23, 30 2019: [690, 242, 909, 316]
notice-heading: FICTITIOUS BUSINESS NAME STATEMENT: [1143, 270, 1300, 280]
notice-body: File No. 2019290021 The following person(s) is (are) doing business as: PEREZ'S MAINTENANCE, 27390 FAIRHEN CT 101 CANYON COUNTRY, CA 91387. Full name of registrant(s) is (are) PEDRO PEREZ SANCHEZ 27390 FAIRHEN CT 101 CANYON COUNTRY, CA 91387. This Business is conducted by: INDIVIDUAL. Signed: PEDRO PEREZ SANCHEZ, OWNER. This statement was filed with the County Clerk of Los Angeles County on 10/30/2019. The registrant(s) has (have) commenced to transact business under the fictitious business name or names listed above on 10/2019. Publish: ED Mountain Views News NOV 9, 16, 23, 30 2019: [690, 121, 909, 223]
legal-notice: [463, 676, 682, 778]
notice-column-6: [1143, 57, 1362, 2540]
legal-notice: [10, 57, 229, 167]
notice-heading: FICTITIOUS BUSINESS NAME STATEMENT: [10, 1775, 167, 1785]
notice-heading: FICTITIOUS BUSINESS NAME STATEMENT: [1143, 418, 1300, 428]
notice-body: File No. 2019-279645 The following person(s) is (are) doing business as: ONE STOP DENTAL, 1836 FIRESTONE BLVD SUITE E LOS ANGELES, CA 90001. Full name of registrant(s) is (are) ANIBAL AGUIRRE FERNANDEZ. This Business is conducted by: AN INDIVIDUAL. Signed: ANIBAL AGUIRRE FERNANDEZ. Dates Pub: NOV 02, 09, 16, 23, 2019: [1143, 427, 1362, 483]
notice-heading: FILE NO. 2019291294: [236, 426, 311, 436]
notice-body: File No. 2019-278362 The following person(s) is (are) doing business as: JULIO'S MASONRY SHOP, 9832 HONDO AVE, LOS ANGELES, CA 90061. Full name of registrant(s) is (are) JULIO OSWALDO NAVICHOC MARTINEZ. This Business is conducted by: AN INDIVIDUAL. Signed: JULIO OSWALDO NAVICHOC MARTINEZ. This statement was filed with the County Clerk of Los Angeles County on 10/16/19. Dates Pub: NOV 02, 09, 16, 23, 2019: [1143, 195, 1362, 260]
notice-body: File No. 2019-278898 The following person(s) is (are) doing business as: MARVIN'S ELECTRICAL SERVICES, 5838 MULLER ST BELL GARDENS, CA 90201. Full name of registrant(s) is (are) MARVIN GEOVANNY PAZ BARDALES. This Business is conducted by: AN INDIVIDUAL. Signed: MARVIN GEOVANNY PAZ BARDALES. Dates Pub: NOV 02, 09, 16, 23, 2019: [1143, 650, 1362, 715]
page-number: 13: [1318, 0, 1362, 43]
notice-column-4: [690, 57, 909, 2540]
notice-body: File No. 2019293376 The following person(s) is (are) doing business as: SUNMAL METAL MANUFACTURING, 7101 HARPER CT SUN VALLEY, CA 91352. Full name of registrant(s) is (are) ZAVEN HAROUTUNIAN 7101 HARPER CT SUN VALLEY, CA 91352. This Business is conducted by: INDIVIDUAL. Signed: ZAVEN HAROUTUNIAN, OWNER. This statement was filed with the County Clerk of Los Angeles County on 11/6/2019. Publish: ED Mountain Views News NOV 9, 16, 23, 30 2019: [690, 528, 909, 612]
notice-body: File No. 2019-282052 The following person(s) is (are) doing business as: COMMERCE NETWORK, 3412 E 7TH ST LONG BEACH, CA 90804. Full name of registrant(s) is (are) CLOUDMAKER, LLC. This Business is conducted by: A CORPORATION. Signed: PABLO A ARAUJO. This statement was filed with the County Clerk of Los Angeles County on 10/21/19. Dates Pub: NOV 02, 09, 16, 23, 2019: [916, 381, 1136, 445]
legal-notice: [237, 75, 456, 241]
legal-notice: [237, 547, 456, 712]
notice-body: File No. 2019290011 The following person(s) is (are) doing business as: CERVUS CONSTRUCTION INC., 10609 SOLEDAD CANYON RD SUITE 103 SANTA CLARITA, CA 91350. Full name of registrant(s) is (are) CERVUS CONSTRUCTION INC. 10609 SOLEDAD CANYON RD SUITE 103 SANTA CLARITA, CA 91350. This Business is conducted by: CORPORATION. Signed: CERVUS CONSTRUCTION INC., ANDRE AMONETTE JR, VICE PRESIDENT. This statement was filed with the County Clerk of Los Angeles County on 10/30/2019. The registrant(s) has (have) commenced to transact business under the fictitious business name or names listed above on N/A. NOTICE- This Fictitious Name Statement expires five years from the date it was filed in the office of the County Clerk.: [10, 1785, 229, 1904]
notice-body: File No. 2019293638 The following person(s) is (are) doing business as: PRO PLUS RENTAL, 1601 VENTURA BLVD STE 124 ENCINO, CA 91316. Full name of registrant(s) is (are) PRO CAPITAL MANAGEMENT LLC 16031 VENTURA BLVD STE 124 ENCINO, CA 91316. This Business is conducted by: LLC. Signed: PRO CAPITAL MANAGEMENT LLC. GLENN ERVIN MELTS JR., PRESIDENT. This statement was filed with the County Clerk of Los Angeles County on 11/5/2019. The registrant(s) has (have) commenced to transact business under the fictitious business name or names listed above on 10/2019. NOTICE- This Fictitious Name Statement expires five years from the date it was filed in the office of the County Clerk. A new Fictitious Business Name Statement must be filed prior to that date. The filing of this statement does not of itself authorize the use in this state of a Fictitious Business Name in violation of the rights of another under Federal, State, or common law (See section 14411 et seq. Business and Professions Code) Publish: ES Mountain Views News NOV 9, 16, 23, 30 2019: [10, 1424, 229, 1591]
legal-notice: [10, 353, 229, 519]
notice-heading: FICTITIOUS BUSINESS NAME STATEMENT: [10, 703, 167, 712]
notice-heading: FICTITIOUS BUSINESS NAME STATEMENT: [916, 687, 1074, 697]
notice-body: is conducted by: INDIVIDUAL. Signed: HAYK GEVORGYAN, OWNER. This statement was filed with the County Clerk of Los Angeles County on 11/1/2019. The registrant(s) has (have) commenced to transact business under the fictitious business name or names listed above on 02/2015. NOTICE- This Fictitious Name Statement expires five years from the date it was filed in the office of the County Clerk. A new Fictitious Business Name Statement must be filed prior to that date. The filing of this statement does not of itself authorize the use in this state of a Fictitious Business Name in violation of the rights of another under Federal, State, or common law (See section 14411 et seq. Business and Professions Code) Publish: ES Mountain Views News NOV 9, 16, 23, 30 2019: [10, 57, 229, 167]
legal-notice: [10, 1240, 229, 1405]
notice-body: File No. 2019-281608 The following person(s) is (are) doing business as: MARGARITA CUSTOM, 3211 WEST 28TH ST APT 15, LOS ANGELES, CA 90018. Full name of registrant(s) is (are) MARGARITA CUSTOM LLC. This Business is conducted by: A LIMITED LIABILITY COMPANY. Signed: RODOLFO ELOEZA. Dates Pub: NOV 02, 09, 16, 23, 2019: [1143, 576, 1362, 632]
notice-heading: FICTITIOUS BUSINESS NAME STATEMENT: [463, 436, 620, 445]
legal-notice: [690, 427, 909, 510]
legal-notice: [917, 103, 1136, 186]
notice-body: File No. 2019290978 The following person(s) is (are) doing business as: FRESH EMPIRE BARBERSHOP 8021 RESEDA BLVD NORTHRIDGE, CA 91324. Full name of registrant(s) is (are) CARLOS FLORES 18723 SCHOENBORN ST NORTHRIDGE, CA 91324. This Business is conducted by: GENERAL PARTNERSHIP. Signed: CARLOS FLORES, PARTNER. This statement was filed with the County Clerk of Los Angeles County on 11/4/2019. The registrant(s) has (have) commenced to transact business under the fictitious business name or names listed above on N/A. Publish: ES Mountain Views News NOV 9, 16, 23, 30 2019: [463, 444, 683, 547]
notice-column-5: [917, 57, 1136, 2540]
legal-notice: [690, 326, 909, 418]
legal-notice: [463, 1084, 682, 1167]
notice-body: File No. 2019293990 The following person(s) is (are) doing business as: MONTANA DENTAL GROUP, 21366 VENTURA BLVD WOODLAND HILLS, CA 91364. Full name of registrant(s) is (are) BEN HOUN KIM 8118 VANDA AVE ... This Business is conducted by: INDIVIDUAL. Signed: BEN HOUN KIM, OWNER. This statement was filed with the County Clerk of Los Angeles County on 11/4/2019. The registrant(s) has (have) commenced to transact business under the fictitious business name or names listed above on 10/2019. NOTICE- This Fictitious Name Statement expires five years from the date it was filed in the office of the County Clerk. A new Fictitious Business Name Statement must be filed prior to that date. The filing of this statement does not of itself authorize the use in this state of a Fictitious Business Name in violation of the rights of another under Federal, State, or common law (See section 14411 et seq. Business and Professions Code) Publish: ES Mountain Views News NOV 9, 16, 23, 30 2019: [463, 149, 683, 296]
notice-body: File No. 2019290487 The following person(s) is (are) doing business as: ACUPOINT TELEREPORTING SERVICES, 17419 CHASE ST NORTHRIDGE, CA 91325. Full name of registrant(s) is (are) LINDA STEVENS 17419 CHASE ST NORTHRIDGE, CA 91325. This Business is conducted by: INDIVIDUAL. Signed: LINDA STEVENS, OWNER. This statement was filed with the County Clerk of Los Angeles County on 11/4/2019. The registrant(s) has (have) commenced to transact business under the fictitious business name or names listed above on 11/2019. Publish: ES Mountain Views News NOV 9, 16, 23, 30 2019: [463, 685, 683, 778]
legal-notice: [917, 372, 1136, 446]
notice-heading: FICTITIOUS BUSINESS NAME STATEMENT: [10, 1239, 167, 1249]
legal-notice: [1143, 493, 1362, 557]
legal-notice: [463, 788, 682, 889]
legal-notice: [1143, 186, 1362, 260]
notice-heading: FICTITIOUS BUSINESS NAME STATEMENT: [236, 1212, 394, 1222]
notice-heading: FICTITIOUS BUSINESS NAME STATEMENT: [916, 613, 1074, 623]
legal-notice: [237, 251, 456, 417]
legal-notice: [917, 57, 1136, 94]
legal-notice: [237, 722, 456, 888]
legal-notice: [463, 57, 682, 131]
notice-body: File No. 2019288883 The following person(s) is (are) doing business as: NOHO COMPUTERS, 12115 MAGNOLIA BLVD VALLEY VILLAGE, CA 91607. Full name of registrant(s) is (are) LEMAT INC. 12115 MAGNOLIA BLVD VALLEY VILLAGE, CA 91607. This Business is conducted by: CORPORATION. Signed: LEMAT INC., TIGRAN SHANIAN, PRESIDENT. This statement was filed with the County Clerk of Los Angeles County on 11/1/2019. The registrant(s) has (have) commenced to transact business under the fictitious business name or names listed above on 09/2019. NOTICE- This Fictitious Name Statement expires five years from the date it was filed in the office of the County Clerk. A new Fictitious Business Name Statement must be filed prior to that date. The filing of this statement does not of itself authorize the use in this state of a Fictitious Business Name in violation of the rights of another under Federal, State, or common law (See section 14411 et seq. Business and Professions Code) Publish: ES Mountain Views News NOV 9, 16, 23, 30 2019: [236, 84, 456, 242]
notice-heading: FICTITIOUS BUSINESS NAME STATEMENT: [916, 538, 1074, 548]
notice-body: File No. 2019292086 The following person(s) is (are) doing business as: MIYEZLI FASHION 9429 RUSSELL AVE LOS ANGELES, CA 90027. Full name of registrant(s) is (are) MILENA ZUNIGA 9429 RUSSELL AVE LOS ANGELES, CA 90027. This Business is conducted by: INDIVIDUAL. Signed: MILENA ZUNIGA, OWNER. This statement was filed with the County Clerk of Los Angeles County on 11/1/2019. Publish: ED Mountain Views News NOV 9, 16, 23, 30 2019: [690, 436, 909, 510]
notice-heading: FICTITIOUS BUSINESS NAME STATEMENT: [236, 250, 394, 260]
notice-heading: FICTITIOUS BUSINESS NAME STATEMENT: [690, 621, 847, 631]
notice-heading: FICTITIOUS BUSINESS NAME STATEMENT: [236, 722, 394, 732]
notice-heading: FICTITIOUS BUSINESS NAME STATEMENT: [463, 899, 620, 908]
notice-body: File No. 2019-284153 The following person(s) is (are) doing business as: LA MICHOACANA HELADOS Y PALETAS # 2, 485 W HOLT AVE # C, POMONA, CA 91768. Full name of registrant(s) is (are) MONICA CLARIN LLC. This Business is conducted by: A LIMITED LIABILITY COMPANY. Signed: MONICA CLARIN. Dates Pub: NOV 02, 09, 16, 23, 2019: [1143, 353, 1362, 408]
page-title: LEGAL NOTICES: [516, 2, 856, 43]
legal-notice: [463, 1176, 682, 1232]
masthead-subline: [1052, 35, 1362, 47]
notice-body: File No. 2019294053 The following person(s) is (are) doing business as: ZEBA'S EUROPEAN FACIAL, 21746 VENTURA BLVD WOODLAND HILLS, CA 91364. Full name of registrant(s) is (are) ZEBA MALLETA 21746 VENTURA BLVD WOODLAND HILLS, CA 91364. This Business is conducted by: INDIVIDUAL. Signed: ZEBA MALLETA, OWNER. This statement was filed with the County Clerk of Los Angeles County on 11/7/2019. The registrant(s) has (have) commenced to transact business under the fictitious business name or names listed above on 06/1990. NOTICE- This Fictitious Name Statement expires five years from the date it was filed in the office of the County Clerk. A new Fictitious Business Name Statement must be filed prior to that date. Publish: ES Mountain Views News NOV 9, 16, 23, 30 2019: [236, 1083, 456, 1203]
notice-heading: FICTITIOUS BUSINESS NAME STATEMENT: [10, 352, 167, 362]
legal-notice: [10, 1064, 229, 1230]
legal-notice: [917, 196, 1136, 279]
notice-heading: FICTITIOUS BUSINESS NAME STATEMENT: [690, 232, 847, 242]
notice-heading: FICTITIOUS BUSINESS NAME STATEMENT: [236, 898, 394, 907]
masthead: [0, 0, 1372, 51]
